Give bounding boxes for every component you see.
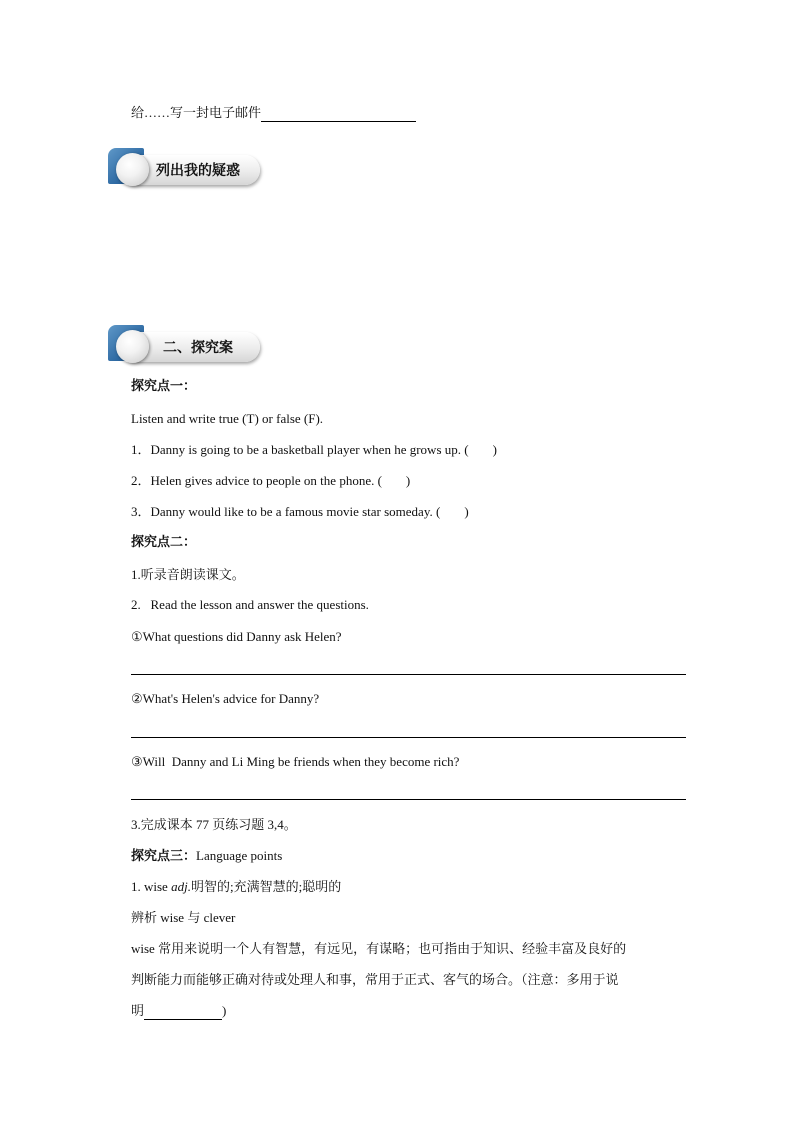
word-headword: 1. wise <box>131 879 172 894</box>
question-3: ③Will Danny and Li Ming be friends when they become rich? <box>131 754 460 769</box>
point2-step1: 1.听录音朗读课文。 <box>131 567 245 582</box>
question-1: ①What questions did Danny ask Helen? <box>131 629 342 644</box>
item-number: 1． <box>131 442 151 457</box>
word-meaning: 明智的;充满智慧的;聪明的 <box>190 879 342 894</box>
point3-title-line <box>131 847 282 866</box>
point2-step2: 2. Read the lesson and answer the questions. <box>131 597 369 612</box>
word-pos: adj. <box>171 879 191 894</box>
desc-line-1: wise 常用来说明一个人有智慧，有远见，有谋略；也可指由于知识、经验丰富及良好的 <box>131 941 627 956</box>
desc-blank[interactable] <box>144 1005 222 1020</box>
word-entry <box>131 878 341 896</box>
section-title-doubts: 列出我的疑惑 <box>156 163 240 179</box>
item-text: Danny would like to be a famous movie star someday. ( <box>150 504 441 519</box>
point1-title: 探究点一： <box>131 379 197 394</box>
section-header-explore <box>108 325 262 363</box>
desc-line-3-end: ) <box>222 1003 227 1018</box>
item-close: ) <box>405 473 411 488</box>
point1-item-1 <box>131 441 497 459</box>
point3-title: 探究点三： <box>131 849 197 864</box>
email-line <box>131 104 416 122</box>
item-text: Danny is going to be a basketball player when he grows up. ( <box>150 442 469 457</box>
point2-title: 探究点二： <box>131 535 197 550</box>
email-blank[interactable] <box>261 107 416 122</box>
desc-line-3-start: 明 <box>131 1003 145 1018</box>
desc-line-2: 判断能力而能够正确对待或处理人和事，常用于正式、客气的场合。（注意：多用于说 <box>131 972 619 987</box>
item-text: Helen gives advice to people on the phone. ( <box>150 473 382 488</box>
item-close: ) <box>492 442 497 457</box>
item-number: 3． <box>131 504 151 519</box>
answer-line-1[interactable] <box>131 674 686 675</box>
answer-line-2[interactable] <box>131 737 686 738</box>
point1-instruction: Listen and write true (T) or false (F). <box>131 411 324 426</box>
compare-line: 辨析 wise 与 clever <box>131 910 236 925</box>
point2-step3: 3.完成课本 77 页练习题 3,4。 <box>131 817 297 832</box>
point1-item-3 <box>131 503 469 521</box>
desc-line-3 <box>131 1002 226 1020</box>
email-line-text: 给……写一封电子邮件 <box>131 105 262 120</box>
point1-item-2 <box>131 472 410 490</box>
question-2: ②What's Helen's advice for Danny? <box>131 691 320 706</box>
section-header-doubts <box>108 148 262 186</box>
item-number: 2． <box>131 473 151 488</box>
badge-circle-icon <box>116 330 149 363</box>
point3-title-suffix: Language points <box>196 848 283 863</box>
section-title-explore: 二、探究案 <box>163 340 233 356</box>
answer-line-3[interactable] <box>131 799 686 800</box>
item-close: ) <box>464 504 469 519</box>
badge-circle-icon <box>116 153 149 186</box>
